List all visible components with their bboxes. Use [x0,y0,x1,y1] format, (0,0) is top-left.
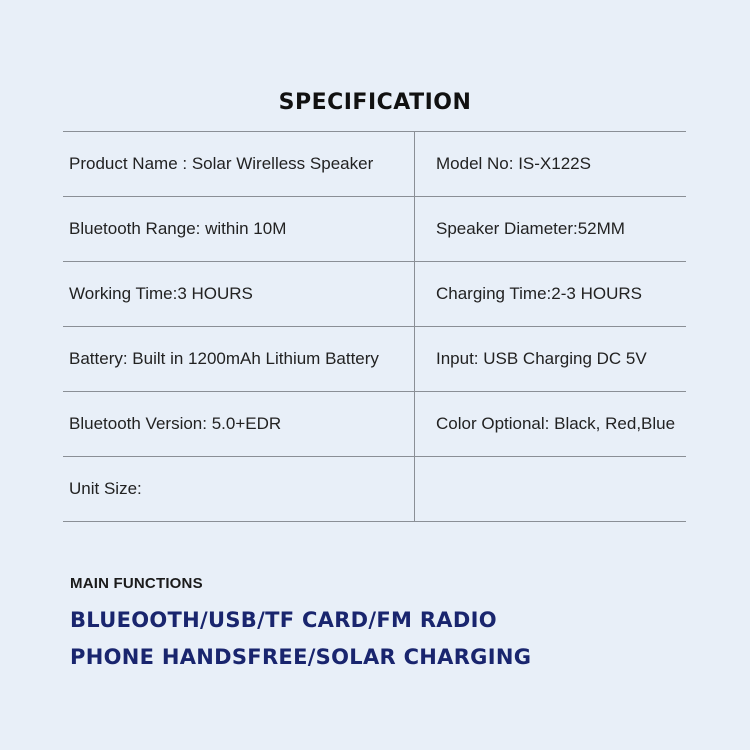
main-functions-label: MAIN FUNCTIONS [70,575,203,592]
function-line: PHONE HANDSFREE/SOLAR CHARGING [70,645,532,669]
table-row [63,262,686,327]
table-row [63,132,686,197]
spec-cell-left: Product Name : Solar Wirelless Speaker [69,154,374,173]
table-row [63,327,686,392]
column-divider [414,457,415,521]
column-divider [414,197,415,261]
spec-cell-right: Charging Time:2-3 HOURS [436,284,642,303]
column-divider [414,262,415,326]
spec-cell-left: Battery: Built in 1200mAh Lithium Battery [69,349,379,368]
spec-cell-left: Bluetooth Range: within 10M [69,219,287,238]
spec-cell-right: Input: USB Charging DC 5V [436,349,647,368]
page-title: SPECIFICATION [278,90,472,115]
column-divider [414,132,415,196]
column-divider [414,392,415,456]
table-row [63,392,686,457]
spec-cell-right: Speaker Diameter:52MM [436,219,625,238]
spec-cell-left: Bluetooth Version: 5.0+EDR [69,414,282,433]
table-row [63,457,686,522]
specification-table [63,131,686,522]
table-row [63,197,686,262]
spec-cell-left: Unit Size: [69,479,142,498]
spec-cell-right: Model No: IS-X122S [436,154,591,173]
spec-cell-left: Working Time:3 HOURS [69,284,253,303]
spec-cell-right: Color Optional: Black, Red,Blue [436,414,676,433]
column-divider [414,327,415,391]
function-line: BLUEOOTH/USB/TF CARD/FM RADIO [70,608,497,632]
